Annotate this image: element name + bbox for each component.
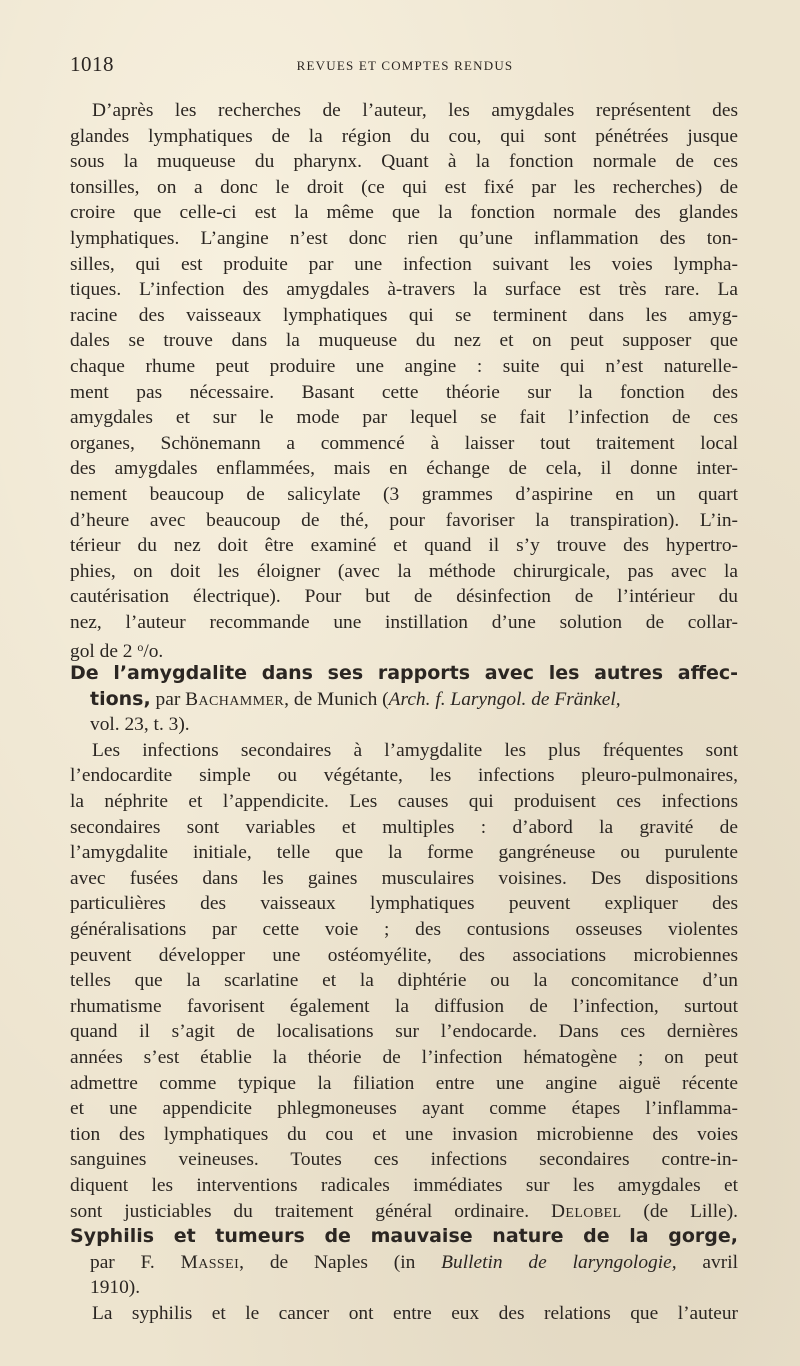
- text-line: tion des lymphatiques du cou et une invasion microbienne des voies: [70, 1123, 738, 1145]
- text-line: diquent les interventions radicales immédiates sur les amygdales et: [70, 1174, 738, 1196]
- author-name: Bachammer: [185, 688, 285, 710]
- review-syphilis: [70, 1224, 738, 1326]
- text-line: organes, Schönemann a commencé à laisser tout traitement local: [70, 432, 738, 454]
- text-line: sous la muqueuse du pharynx. Quant à la fonction normale de ces: [70, 151, 738, 173]
- reviewer-name: Delobel: [551, 1200, 622, 1222]
- text-line: sanguines veineuses. Toutes ces infections secondaires contre-in-: [70, 1149, 738, 1171]
- page-header: [70, 52, 740, 82]
- text-fragment: sont justiciables du traitement général ordinaire.: [70, 1200, 551, 1222]
- text-line: cautérisation électrique). Pour but de désinfection de l’intérieur du: [70, 586, 738, 608]
- text-fragment: (de Lille).: [621, 1200, 738, 1222]
- body-text: [70, 98, 738, 1327]
- text-line: l’endocardite simple ou végétante, les infections pleuro-pulmonaires,: [70, 765, 738, 787]
- text-fragment: /o.: [143, 641, 164, 663]
- text-line: lymphatiques. L’angine n’est donc rien qu’une inflammation des ton-: [70, 227, 738, 249]
- text-line: avec fusées dans les gaines musculaires voisines. Des dispositions: [70, 867, 738, 889]
- text-line: [70, 635, 738, 661]
- text-line: chaque rhume peut produire une angine : suite qui n’est naturelle-: [70, 355, 738, 377]
- section-heading: De l’amygdalite dans ses rapports avec les autres affec-: [70, 662, 738, 685]
- journal-name: Bulletin de laryngologie,: [441, 1251, 677, 1273]
- text-line: tiques. L’infection des amygdales à-travers la surface est très rare. La: [70, 279, 738, 301]
- text-fragment: , de Naples (in: [239, 1251, 442, 1273]
- text-line: phies, on doit les éloigner (avec la méthode chirurgicale, pas avec la: [70, 560, 738, 582]
- text-line: secondaires sont variables et multiples : d’abord la gravité de: [70, 816, 738, 838]
- text-fragment: avril: [676, 1251, 738, 1273]
- text-line: amygdales et sur le mode par lequel se fait l’infection de ces: [70, 407, 738, 429]
- citation-line: vol. 23, t. 3).: [90, 714, 190, 736]
- section-heading-cont: tions,: [90, 687, 151, 710]
- text-line: généralisations par cette voie ; des contusions osseuses violentes: [70, 919, 738, 940]
- text-line: D’après les recherches de l’auteur, les amygdales représentent des: [92, 100, 738, 121]
- author-name: Massei: [180, 1251, 240, 1273]
- paragraph-schonemann-review: [70, 98, 738, 661]
- review-amygdalite: [70, 661, 738, 1224]
- citation-line: 1910).: [90, 1277, 141, 1299]
- text-line: racine des vaisseaux lymphatiques qui se terminent dans les amyg-: [70, 304, 738, 326]
- section-heading: Syphilis et tumeurs de mauvaise nature de la gorge,: [70, 1225, 738, 1248]
- text-line: croire que celle-ci est la même que la fonction normale des glandes: [70, 202, 738, 224]
- text-line: particulières des vaisseaux lymphatiques peuvent expliquer des: [70, 893, 738, 915]
- text-line: peuvent développer une ostéomyélite, des associations microbiennes: [70, 944, 738, 966]
- superscript: o: [137, 640, 144, 655]
- text-line: nement beaucoup de salicylate (3 grammes d’aspirine en un quart: [70, 483, 738, 505]
- text-fragment: par F.: [90, 1251, 181, 1273]
- text-line: telles que la scarlatine et la diphtérie ou la concomitance d’un: [70, 970, 738, 992]
- text-line: La syphilis et le cancer ont entre eux des relations que l’auteur: [92, 1302, 738, 1324]
- text-line: térieur du nez doit être examiné et quand il s’y trouve des hypertro-: [70, 535, 738, 557]
- text-line: silles, qui est produite par une infection suivant les voies lympha-: [70, 253, 738, 275]
- text-line: rhumatisme favorisent également la diffusion de l’infection, surtout: [70, 995, 738, 1017]
- text-line: des amygdales enflammées, mais en échange de cela, il donne inter-: [70, 458, 738, 480]
- text-line: quand il s’agit de localisations sur l’endocarde. Dans ces dernières: [70, 1021, 738, 1043]
- running-title: REVUES ET COMPTES RENDUS: [296, 58, 514, 73]
- text-fragment: , de Munich (: [284, 688, 389, 710]
- text-line: admettre comme typique la filiation entre une angine aiguë récente: [70, 1072, 738, 1094]
- citation-line: [70, 687, 738, 713]
- text-fragment: gol de 2: [70, 641, 138, 663]
- text-line: [70, 1199, 738, 1225]
- text-line: Les infections secondaires à l’amygdalite les plus fréquentes sont: [92, 739, 738, 761]
- text-line: dales se trouve dans la muqueuse du nez et on peut supposer que: [70, 330, 738, 352]
- text-line: années s’est établie la théorie de l’infection hématogène ; on peut: [70, 1046, 738, 1068]
- text-line: tonsilles, on a donc le droit (ce qui est fixé par les recherches) de: [70, 176, 738, 198]
- page-number: 1018: [70, 52, 114, 76]
- text-line: et une appendicite phlegmoneuses ayant comme étapes l’inflamma-: [70, 1098, 738, 1120]
- text-line: l’amygdalite initiale, telle que la forme gangréneuse ou purulente: [70, 842, 738, 864]
- text-line: la néphrite et l’appendicite. Les causes qui produisent ces infections: [70, 791, 738, 813]
- text-line: glandes lymphatiques de la région du cou, qui sont pénétrées jusque: [70, 125, 738, 147]
- journal-name: Arch. f. Laryngol. de Fränkel,: [388, 688, 621, 710]
- text-line: nez, l’auteur recommande une instillation d’une solution de collar-: [70, 611, 738, 633]
- text-line: ment pas nécessaire. Basant cette théorie sur la fonction des: [70, 381, 738, 403]
- text-fragment: par: [150, 688, 186, 710]
- text-line: d’heure avec beaucoup de thé, pour favoriser la transpiration). L’in-: [70, 509, 738, 531]
- citation-line: [70, 1250, 738, 1276]
